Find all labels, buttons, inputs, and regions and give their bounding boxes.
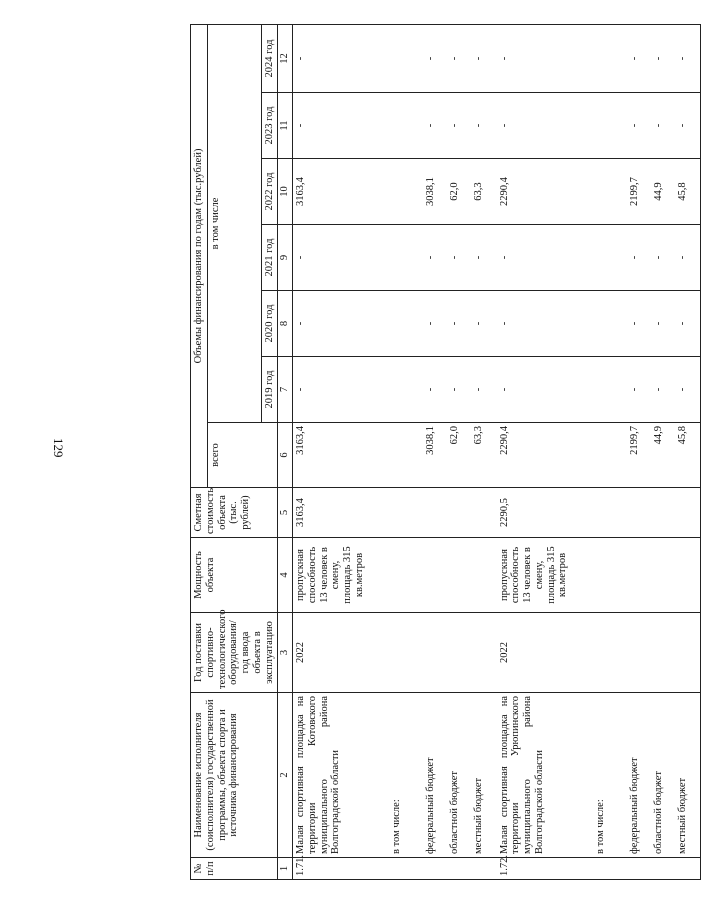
row-cost: 2290,5 bbox=[497, 488, 593, 538]
row-capacity bbox=[447, 538, 471, 613]
row-capacity bbox=[471, 538, 497, 613]
row-year-value: - bbox=[651, 24, 675, 92]
row-cost bbox=[675, 488, 701, 538]
row-year-value bbox=[389, 225, 423, 291]
col-num-3: 3 bbox=[278, 613, 293, 693]
header-name: Наименование исполнителя (соисполнителя) государственной программы, объекта спорта и источника финансирования bbox=[191, 693, 278, 858]
row-no: 1.72. bbox=[497, 858, 593, 880]
row-year-value: - bbox=[651, 291, 675, 357]
row-year-value: - bbox=[447, 24, 471, 92]
row-year-value: - bbox=[423, 225, 447, 291]
row-no bbox=[627, 858, 651, 880]
col-num-1: 1 bbox=[278, 858, 293, 880]
row-total: 44,9 bbox=[651, 423, 675, 488]
header-year-2023: 2023 год bbox=[261, 93, 278, 159]
header-cost: Сметная стоимость объекта (тыс. рублей) bbox=[191, 488, 278, 538]
row-year-value: - bbox=[471, 225, 497, 291]
row-cost bbox=[593, 488, 627, 538]
row-year-value: 3038,1 bbox=[423, 159, 447, 225]
row-year-value: - bbox=[627, 291, 651, 357]
row-year-value: - bbox=[497, 24, 593, 92]
row-year-value: - bbox=[447, 291, 471, 357]
table-row bbox=[593, 24, 627, 879]
row-year-value: - bbox=[423, 357, 447, 423]
header-year-2020: 2020 год bbox=[261, 291, 278, 357]
header-row-1 bbox=[191, 24, 208, 879]
header-capacity: Мощность объекта bbox=[191, 538, 278, 613]
row-total: 2290,4 bbox=[497, 423, 593, 488]
row-year-value: - bbox=[627, 93, 651, 159]
row-year bbox=[627, 613, 651, 693]
page-number: 129 bbox=[51, 438, 66, 458]
row-year-value bbox=[593, 93, 627, 159]
row-year-value: 45,8 bbox=[675, 159, 701, 225]
row-year-value bbox=[389, 159, 423, 225]
row-name: местный бюджет bbox=[675, 693, 701, 858]
row-year-value: - bbox=[627, 357, 651, 423]
row-capacity bbox=[423, 538, 447, 613]
table-row bbox=[423, 24, 447, 879]
row-no bbox=[389, 858, 423, 880]
row-year bbox=[447, 613, 471, 693]
row-year-value: 2290,4 bbox=[497, 159, 593, 225]
header-year-2021: 2021 год bbox=[261, 225, 278, 291]
row-year-value: - bbox=[293, 24, 389, 92]
row-year-value: - bbox=[293, 291, 389, 357]
row-total bbox=[593, 423, 627, 488]
row-year-value bbox=[593, 24, 627, 92]
row-total: 45,8 bbox=[675, 423, 701, 488]
row-capacity bbox=[651, 538, 675, 613]
row-year-value: - bbox=[447, 357, 471, 423]
row-cost bbox=[651, 488, 675, 538]
row-year-value: - bbox=[497, 225, 593, 291]
col-num-10: 10 bbox=[278, 159, 293, 225]
col-num-6: 6 bbox=[278, 423, 293, 488]
row-year bbox=[423, 613, 447, 693]
rotated-page bbox=[190, 25, 688, 880]
header-total: всего bbox=[207, 423, 278, 488]
header-financing: Объемы финансирования по годам (тыс.рублей) bbox=[191, 24, 208, 487]
row-year: 2022 bbox=[497, 613, 593, 693]
row-total: 62,0 bbox=[447, 423, 471, 488]
row-year-value: - bbox=[675, 225, 701, 291]
row-year-value: - bbox=[471, 24, 497, 92]
row-name: в том числе: bbox=[593, 693, 627, 858]
row-year-value: - bbox=[423, 93, 447, 159]
col-num-8: 8 bbox=[278, 291, 293, 357]
row-name: областной бюджет bbox=[447, 693, 471, 858]
row-year-value: - bbox=[471, 357, 497, 423]
col-num-2: 2 bbox=[278, 693, 293, 858]
column-number-row bbox=[278, 24, 293, 879]
row-capacity bbox=[675, 538, 701, 613]
row-year-value bbox=[389, 291, 423, 357]
financing-table bbox=[190, 24, 701, 880]
row-name: областной бюджет bbox=[651, 693, 675, 858]
row-year-value: - bbox=[447, 93, 471, 159]
row-year-value: - bbox=[497, 93, 593, 159]
col-num-12: 12 bbox=[278, 24, 293, 92]
row-year-value: - bbox=[447, 225, 471, 291]
row-year-value: - bbox=[471, 291, 497, 357]
row-no bbox=[447, 858, 471, 880]
row-name: Малая спортивная площадка на территории Котовского муниципального района Волгоградской области bbox=[293, 693, 389, 858]
row-name: федеральный бюджет bbox=[627, 693, 651, 858]
row-total: 3038,1 bbox=[423, 423, 447, 488]
header-including: в том числе bbox=[207, 24, 261, 422]
row-year-value: - bbox=[675, 93, 701, 159]
row-capacity: пропускная способность 13 человек в смену, площадь 315 кв.метров bbox=[293, 538, 389, 613]
row-total bbox=[389, 423, 423, 488]
row-year-value: 63,3 bbox=[471, 159, 497, 225]
row-cost bbox=[627, 488, 651, 538]
row-no bbox=[675, 858, 701, 880]
row-year-value: - bbox=[627, 225, 651, 291]
row-year-value bbox=[389, 24, 423, 92]
table-row bbox=[293, 24, 389, 879]
row-year-value: - bbox=[293, 357, 389, 423]
row-year-value: - bbox=[627, 24, 651, 92]
row-year-value: - bbox=[651, 225, 675, 291]
row-year-value: - bbox=[651, 93, 675, 159]
table-row bbox=[497, 24, 593, 879]
header-year-2024: 2024 год bbox=[261, 24, 278, 92]
row-capacity: пропускная способность 13 человек в смену, площадь 315 кв.метров bbox=[497, 538, 593, 613]
row-year-value: - bbox=[293, 93, 389, 159]
row-year-value bbox=[389, 357, 423, 423]
header-year-2022: 2022 год bbox=[261, 159, 278, 225]
row-year-value bbox=[593, 291, 627, 357]
row-year bbox=[651, 613, 675, 693]
row-year-value: 62,0 bbox=[447, 159, 471, 225]
row-year-value: - bbox=[423, 24, 447, 92]
col-num-4: 4 bbox=[278, 538, 293, 613]
row-year-value bbox=[389, 93, 423, 159]
row-year bbox=[593, 613, 627, 693]
row-year bbox=[675, 613, 701, 693]
col-num-11: 11 bbox=[278, 93, 293, 159]
row-total: 2199,7 bbox=[627, 423, 651, 488]
row-name: федеральный бюджет bbox=[423, 693, 447, 858]
row-year bbox=[471, 613, 497, 693]
row-year: 2022 bbox=[293, 613, 389, 693]
row-cost bbox=[389, 488, 423, 538]
header-no: № п/п bbox=[191, 858, 278, 880]
row-cost bbox=[447, 488, 471, 538]
row-no bbox=[593, 858, 627, 880]
row-year-value: - bbox=[497, 357, 593, 423]
row-year-value: - bbox=[423, 291, 447, 357]
table-row bbox=[651, 24, 675, 879]
header-year-2019: 2019 год bbox=[261, 357, 278, 423]
row-no bbox=[651, 858, 675, 880]
col-num-7: 7 bbox=[278, 357, 293, 423]
row-year-value: - bbox=[293, 225, 389, 291]
table-row bbox=[389, 24, 423, 879]
row-year-value bbox=[593, 159, 627, 225]
row-name: Малая спортивная площадка на территории Урюпинского муниципального района Волгоградской области bbox=[497, 693, 593, 858]
row-year-value: 44,9 bbox=[651, 159, 675, 225]
row-year-value: - bbox=[675, 357, 701, 423]
row-capacity bbox=[627, 538, 651, 613]
table-row bbox=[447, 24, 471, 879]
col-num-9: 9 bbox=[278, 225, 293, 291]
row-cost bbox=[423, 488, 447, 538]
table-row bbox=[675, 24, 701, 879]
table-row bbox=[627, 24, 651, 879]
row-year bbox=[389, 613, 423, 693]
row-cost: 3163,4 bbox=[293, 488, 389, 538]
row-year-value: - bbox=[675, 291, 701, 357]
table-row bbox=[471, 24, 497, 879]
row-total: 3163,4 bbox=[293, 423, 389, 488]
row-name: в том числе: bbox=[389, 693, 423, 858]
row-year-value: - bbox=[651, 357, 675, 423]
row-year-value: - bbox=[497, 291, 593, 357]
table-body bbox=[293, 24, 701, 879]
row-year-value bbox=[593, 357, 627, 423]
row-cost bbox=[471, 488, 497, 538]
row-year-value: 2199,7 bbox=[627, 159, 651, 225]
col-num-5: 5 bbox=[278, 488, 293, 538]
row-year-value: - bbox=[471, 93, 497, 159]
row-capacity bbox=[389, 538, 423, 613]
row-no bbox=[423, 858, 447, 880]
row-no: 1.71. bbox=[293, 858, 389, 880]
row-year-value: 3163,4 bbox=[293, 159, 389, 225]
row-name: местный бюджет bbox=[471, 693, 497, 858]
row-total: 63,3 bbox=[471, 423, 497, 488]
row-no bbox=[471, 858, 497, 880]
header-year: Год поставки спортивно-технологического оборудования/ год ввода объекта в эксплуатацию bbox=[191, 613, 278, 693]
row-capacity bbox=[593, 538, 627, 613]
row-year-value bbox=[593, 225, 627, 291]
row-year-value: - bbox=[675, 24, 701, 92]
